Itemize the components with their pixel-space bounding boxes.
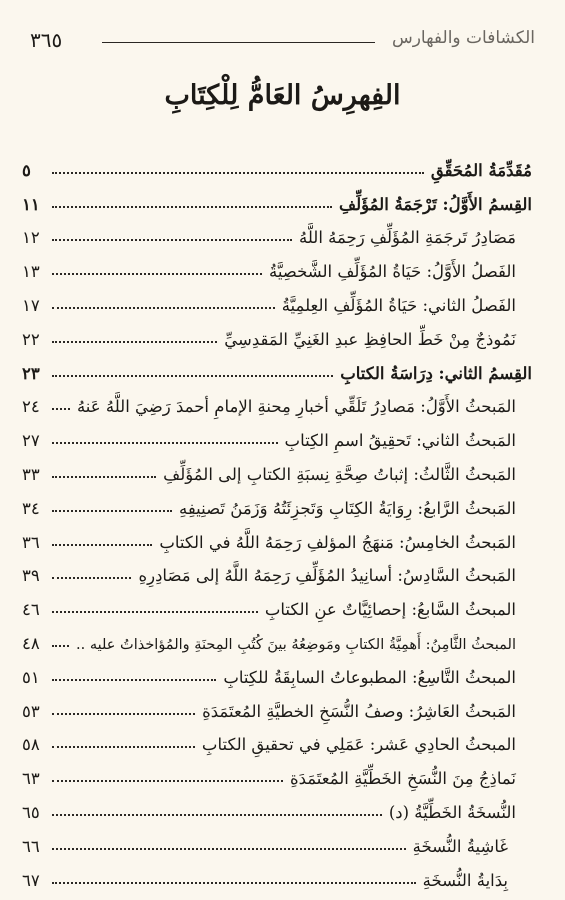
toc-entry [22,721,532,755]
dot-leader [52,882,416,884]
toc-entry-label: نَمُوذجٌ مِنْ خَطِّ الحافِظِ عبدِ الغَنِيِّ المَقدِسِيِّ [224,329,516,349]
dot-leader [52,341,217,343]
toc-entry-page: ٤٨ [22,633,40,653]
toc-entry-page: ٢٧ [22,431,40,451]
page-title: الفِهرِسُ العَامُّ لِلْكِتَابِ [164,80,401,111]
toc-entry [22,383,532,417]
toc-entry-label: المَبحثُ الثاني: تَحقِيقُ اسمِ الكِتابِ [284,431,516,451]
toc-entry-page: ٥٨ [22,735,40,755]
toc-entry [22,856,532,890]
toc-entry [22,754,532,788]
toc-entry-label: المَبحثُ الرَّابعُ: رِوَايَةُ الكِتَابِ وَتَجزِئَتُهُ وَزَمَنُ تَصنِيفِهِ [178,498,516,518]
dot-leader [52,780,283,782]
section-title: الكشافات والفهارس [391,28,535,48]
dot-leader [52,544,152,546]
toc-entry-label: المَبحثُ الخامِسُ: مَنهَجُ المؤلفِ رَحِمَهُ اللَّهُ في الكتابِ [159,532,516,552]
toc-entry [22,619,532,653]
toc-entry-label: نَماذِجُ مِنَ النُّسَخِ الخَطِّيَّةِ المُعتَمَدَةِ [289,769,516,789]
dot-leader [52,679,216,681]
toc-entry [22,585,532,619]
dot-leader [52,273,262,275]
dot-leader [52,476,156,478]
toc-entry [22,822,532,856]
dot-leader [52,611,258,613]
toc-entry [22,484,532,518]
toc-entry-label: المبحثُ السَّابعُ: إحصائِيَّاتٌ عنِ الكتابِ [264,600,516,620]
toc-entry-page: ٦٥ [22,802,40,822]
toc-entry-page: ٦٧ [22,870,40,890]
toc-entry-label: مُقَدِّمَةُ المُحَقِّقِ [430,160,532,180]
toc-entry [22,416,532,450]
toc-entry [22,146,532,180]
toc-entry [22,450,532,484]
toc-entry-label: المَبحثُ العَاشِرُ: وصفُ النُّسَخِ الخطيَّةِ المُعتَمَدَةِ [202,701,516,721]
dot-leader [52,239,292,241]
toc-entry [22,247,532,281]
toc-entry [22,788,532,822]
toc-entry-label: مَصَادِرُ تَرجَمَةِ المُؤَلِّفِ رَحِمَهُ اللَّهُ [298,228,516,248]
toc-entry [22,552,532,586]
toc-entry-label: المَبحثُ الأَوَّلُ: مَصادِرُ تَلَقِّي أخبارِ مِحنةِ الإمامِ أحمدَ رَضِيَ اللَّهُ عَنهُ [76,397,516,417]
toc-entry-label: المبحثُ التَّاسِعُ: المطبوعاتُ السابِقَةُ للكِتابِ [223,667,516,687]
toc-entry-label: الفَصلُ الأَوَّلُ: حَيَاةُ المُؤَلِّفِ الشَّخصِيَّةُ [268,262,516,282]
toc-entry-label: غَاشِيةُ النُّسخَةِ [412,836,508,856]
toc-entry-page: ٣٩ [22,566,40,586]
toc-entry [22,349,532,383]
toc-entry-page: ٢٤ [22,397,40,417]
toc-entry-page: ٥١ [22,667,40,687]
toc-entry-label: المبحثُ الثَّامِنُ: أَهمِيَّةُ الكتابِ ومَوضِعُهُ بينَ كُتُبِ المِحنَةِ والمُؤاخذاتُ عليه .. [76,636,516,653]
toc-entry-page: ٥٣ [22,701,40,721]
dot-leader [52,746,195,748]
toc-entry [22,687,532,721]
dot-leader [52,172,424,174]
toc-entry-page: ٢٢ [22,329,40,349]
dot-leader [52,848,406,850]
dot-leader [52,206,332,208]
running-header [30,28,535,54]
toc-entry-label: النُّسخَةُ الخَطِّيَّةُ (د) [388,802,516,822]
toc-entry [22,180,532,214]
header-rule [102,42,375,43]
dot-leader [52,645,69,647]
toc-entry-page: ٥ [22,160,31,180]
toc-entry-label: الفَصلُ الثاني: حَيَاةُ المُؤَلِّفِ العِلمِيَّةُ [281,295,516,315]
dot-leader [52,814,382,816]
toc-entry-page: ٤٦ [22,600,40,620]
dot-leader [52,442,278,444]
dot-leader [52,577,131,579]
toc-entry-label: القِسمُ الثاني: دِرَاسَةُ الكتابِ [340,363,532,383]
toc-entry-page: ٦٣ [22,769,40,789]
table-of-contents [22,146,532,890]
toc-entry-page: ١٢ [22,228,40,248]
toc-entry-label: القِسمُ الأَوَّلُ: تَرْجَمَةُ المُؤَلِّفِ [339,194,532,214]
toc-entry-page: ٣٤ [22,498,40,518]
dot-leader [52,408,70,410]
toc-entry [22,518,532,552]
toc-entry-label: المَبحثُ السَّادِسُ: أسانِيدُ المُؤَلِّفِ رَحِمَهُ اللَّهُ إلى مَصَادِرِهِ [138,566,516,586]
dot-leader [52,307,275,309]
toc-entry-page: ٣٦ [22,532,40,552]
toc-entry-page: ٢٣ [22,363,40,383]
toc-entry-page: ٦٦ [22,836,40,856]
toc-entry [22,214,532,248]
toc-entry [22,315,532,349]
toc-entry-label: بِدَايةُ النُّسخَةِ [422,870,508,890]
toc-entry-label: المبحثُ الحادِي عَشر: عَمَلِي في تحقيقِ الكتابِ [201,735,516,755]
dot-leader [52,375,333,377]
toc-entry-page: ١٧ [22,295,40,315]
toc-entry-label: المَبحثُ الثَّالثُ: إثباتُ صِحَّةِ نِسبَةِ الكتابِ إلى المُؤَلِّفِ [163,464,516,484]
toc-entry-page: ٣٣ [22,464,40,484]
page-number: ٣٦٥ [30,28,63,52]
dot-leader [52,510,172,512]
toc-entry [22,281,532,315]
toc-entry-page: ١٣ [22,262,40,282]
toc-entry [22,653,532,687]
toc-entry-page: ١١ [22,194,40,214]
dot-leader [52,713,195,715]
